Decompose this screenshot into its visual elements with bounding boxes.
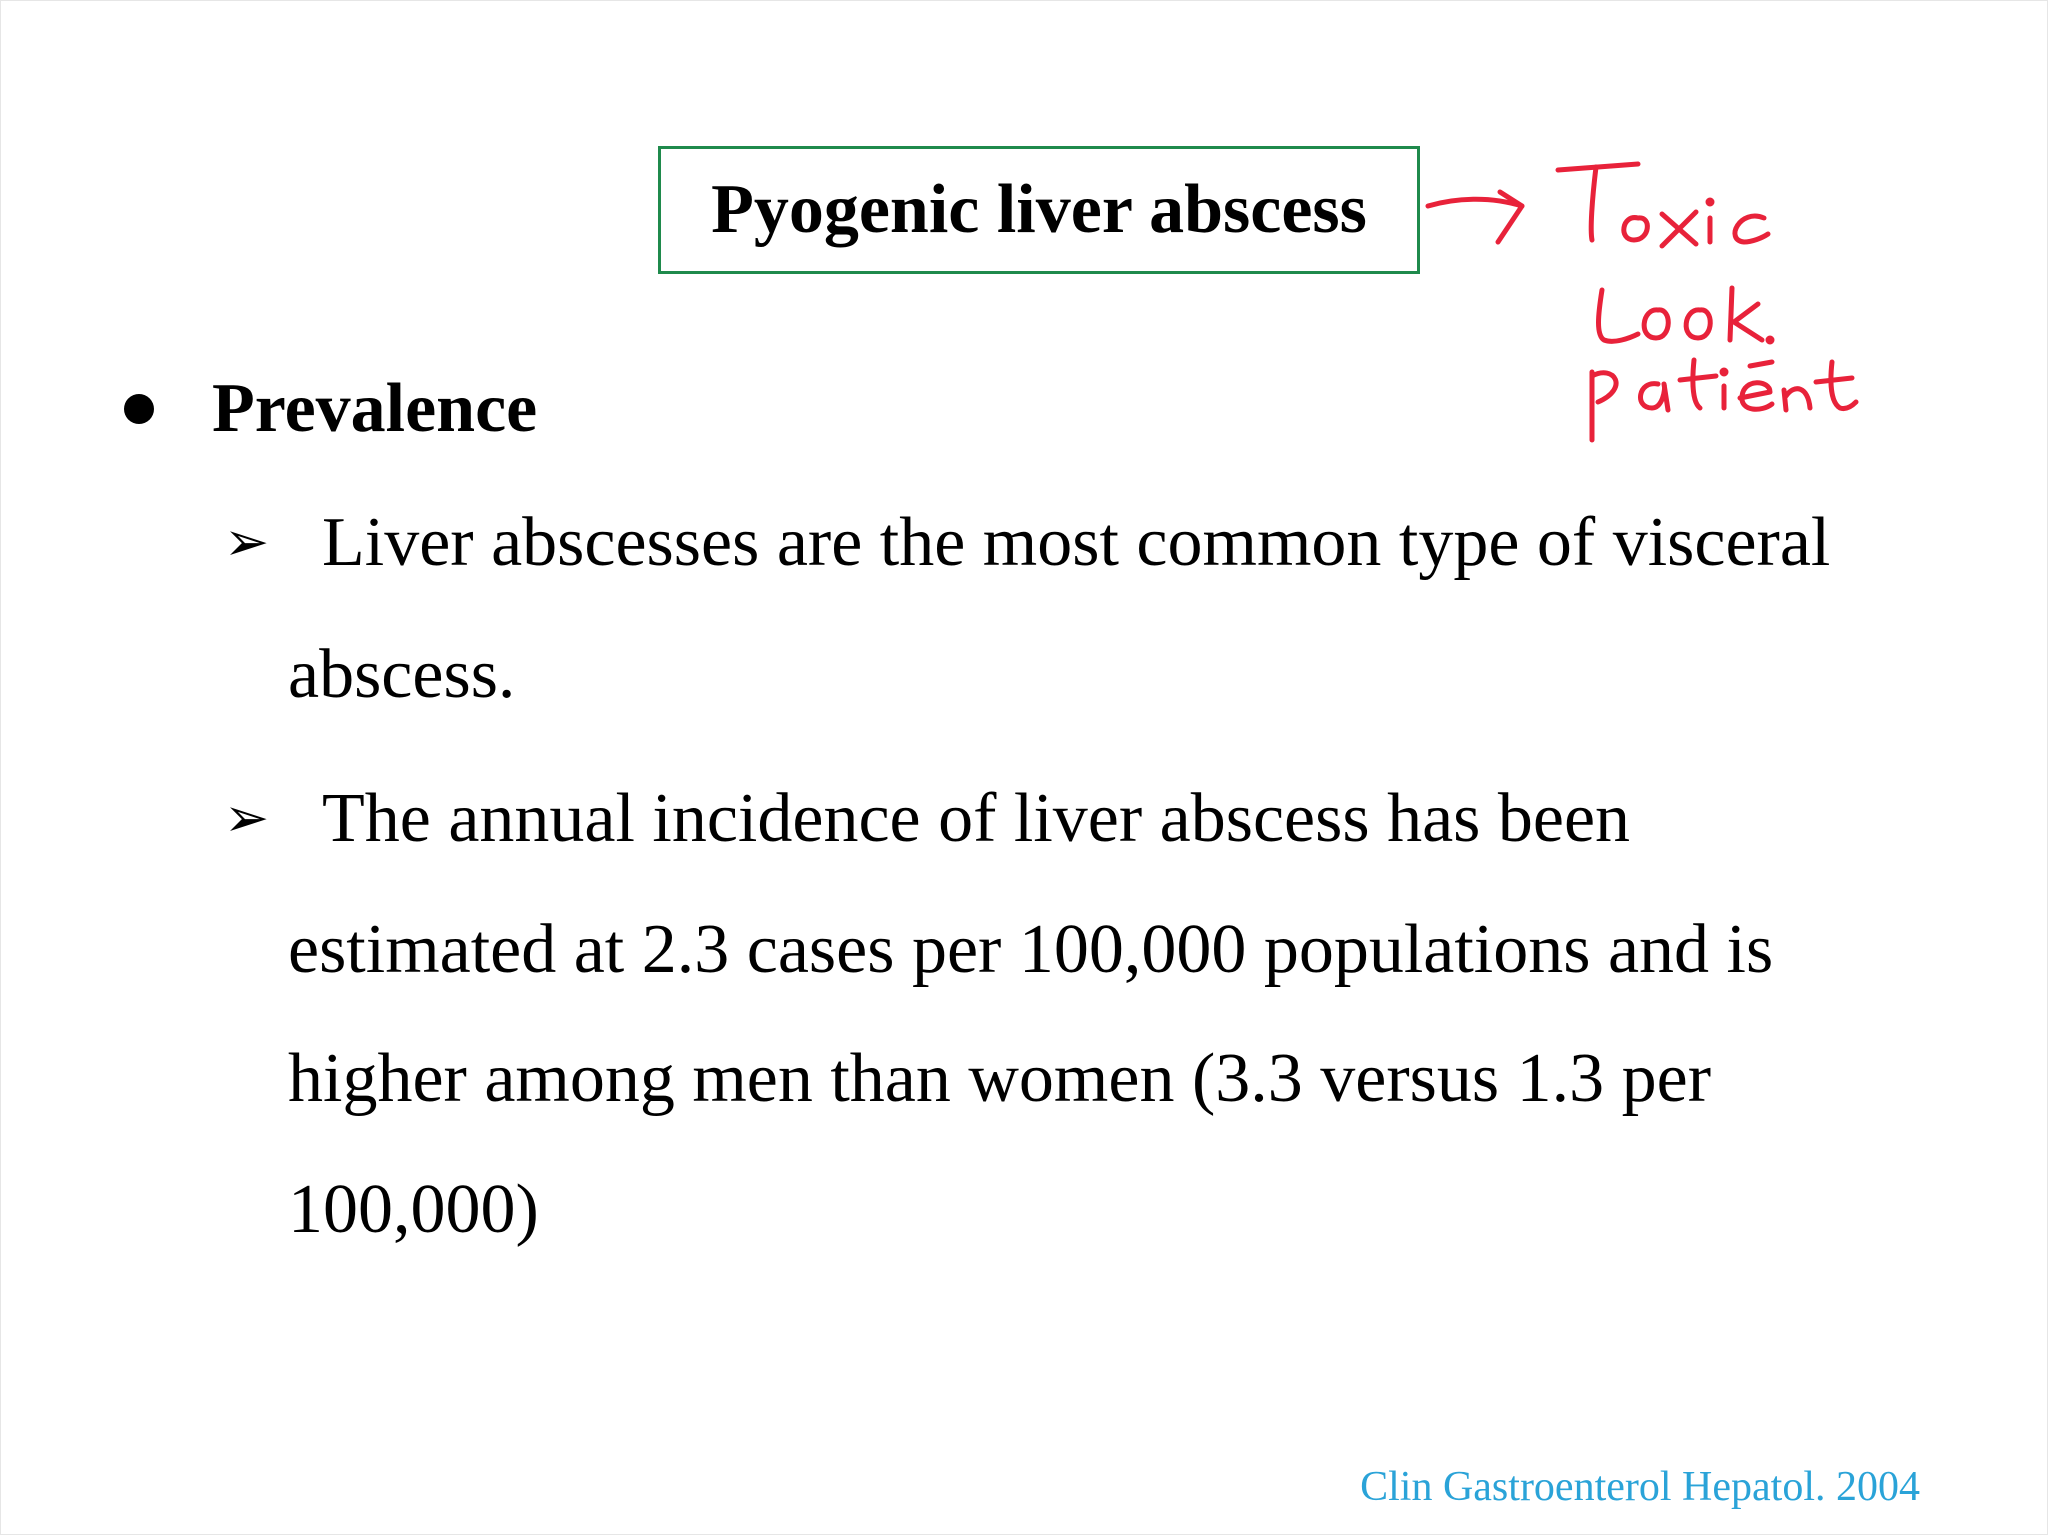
slide-title: Pyogenic liver abscess <box>711 171 1367 248</box>
section-heading: Prevalence <box>212 370 538 447</box>
handwritten-annotation <box>1400 140 1920 460</box>
arrow-bullet-icon: ➢ <box>224 510 270 573</box>
point-1-line-1: Liver abscesses are the most common type of visceral <box>322 504 1831 581</box>
citation: Clin Gastroenterol Hepatol. 2004 <box>1360 1464 1920 1510</box>
title-box <box>658 146 1420 274</box>
point-2-line-1: The annual incidence of liver abscess has been <box>322 780 1631 857</box>
handwritten-arrow-icon <box>1428 192 1522 242</box>
point-2-line-3: higher among men than women (3.3 versus 1.3 per <box>288 1040 1712 1117</box>
arrow-bullet-icon: ➢ <box>224 786 270 849</box>
bullet-dot-icon <box>124 394 154 424</box>
point-2-line-2: estimated at 2.3 cases per 100,000 populations and is <box>288 911 1774 988</box>
point-1-line-2: abscess. <box>288 636 516 713</box>
handwritten-toxic <box>1558 164 1768 246</box>
handwritten-patient <box>1592 360 1856 440</box>
section-heading-row <box>124 370 538 447</box>
point-2-line-4: 100,000) <box>288 1171 539 1248</box>
handwritten-look <box>1599 288 1773 342</box>
